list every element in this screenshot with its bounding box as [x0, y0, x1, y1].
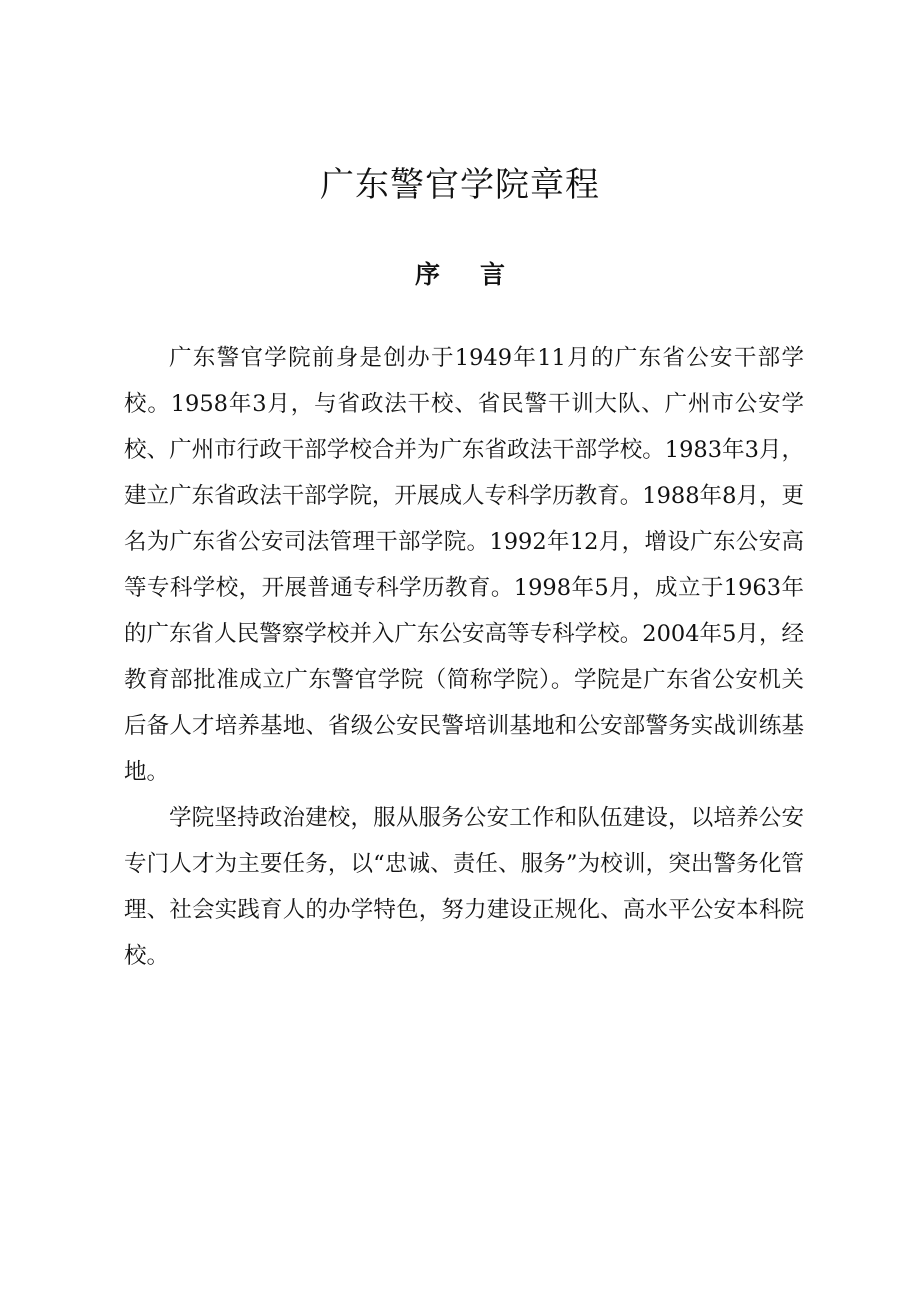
preface-paragraph-2: 学院坚持政治建校，服从服务公安工作和队伍建设，以培养公安专门人才为主要任务，以“忠诚、责任、服务”为校训，突出警务化管理、社会实践育人的办学特色，努力建设正规化、高水平公安本科院校。 — [124, 805, 804, 969]
preface-paragraph-1: 广东警官学院前身是创办于1949年11月的广东省公安干部学校。1958年3月，与省政法干校、省民警干训大队、广州市公安学校、广州市行政干部学校合并为广东省政法干部学校。1983年3月，建立广东省政法干部学院，开展成人专科学历教育。1988年8月，更名为广东省公安司法管理干部学院。1992年12月，增设广东公安高等专科学校，开展普通专科学历教育。1998年5月，成立于1963年的广东省人民警察学校并入广东公安高等专科学校。2004年5月，经教育部批准成立广东警官学院（简称学院）。学院是广东省公安机关后备人才培养基地、省级公安民警培训基地和公安部警务实战训练基地。 — [124, 345, 804, 785]
section-heading-char-2: 言 — [480, 260, 506, 289]
section-heading-char-1: 序 — [414, 260, 440, 289]
section-heading — [0, 250, 920, 300]
document-title: 广东警官学院章程 — [320, 165, 600, 205]
preface-body — [124, 335, 804, 979]
